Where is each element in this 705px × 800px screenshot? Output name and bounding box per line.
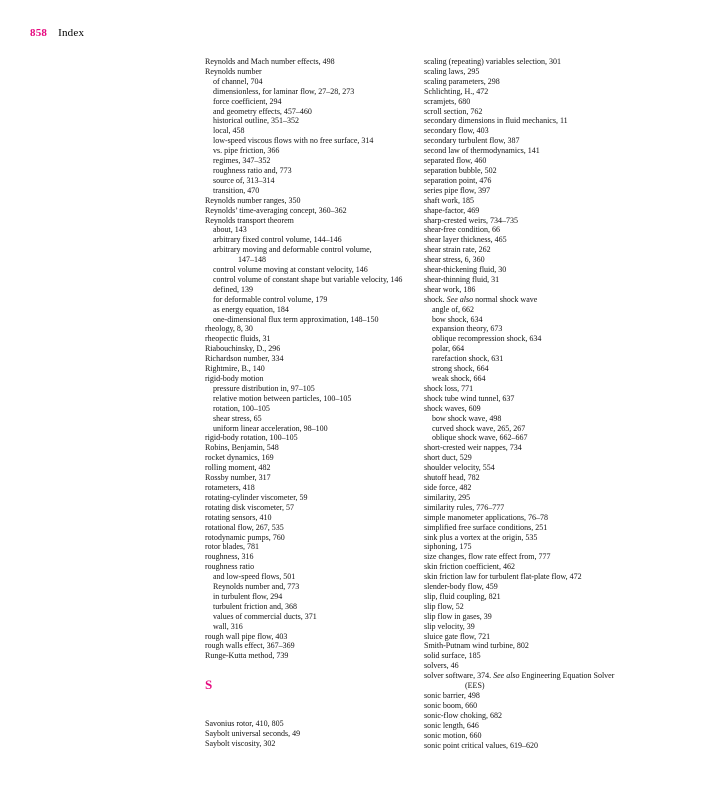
index-entry: scroll section, 762 [424,106,483,116]
index-entry: rotation, 100–105 [213,403,270,413]
index-entry: source of, 313–314 [213,175,275,185]
index-entry: Reynolds number [205,66,262,76]
index-entry: slip flow in gases, 39 [424,611,492,621]
index-entry: in turbulent flow, 294 [213,591,283,601]
index-entry: separated flow, 460 [424,156,487,166]
index-entry: rotational flow, 267, 535 [205,522,284,532]
index-entry: rolling moment, 482 [205,463,271,473]
index-entry: Savonius rotor, 410, 805 [205,719,284,729]
index-entry: rocket dynamics, 169 [205,453,274,463]
index-entry: dimensionless, for laminar flow, 27–28, 273 [213,86,355,96]
index-entry: sink plus a vortex at the origin, 535 [424,532,538,542]
index-entry: polar, 664 [432,344,465,354]
index-entry: similarity, 295 [424,492,471,502]
index-entry: force coefficient, 294 [213,96,282,106]
index-entry: control volume moving at constant velocity, 146 [213,265,368,275]
index-entry: solid surface, 185 [424,651,481,661]
index-entry: for deformable control volume, 179 [213,294,328,304]
index-entry: strong shock, 664 [432,364,489,374]
index-entry: sonic boom, 660 [424,700,478,710]
index-entry: rough wall pipe flow, 403 [205,631,288,641]
index-entry: turbulent friction and, 368 [213,601,297,611]
index-entry: weak shock, 664 [432,374,486,383]
index-entry: shear stress, 6, 360 [424,255,485,265]
index-entry: solver software, 374. See also Engineering Equation Solver [424,671,615,681]
index-entry: regimes, 347–352 [213,156,271,166]
index-entry: curved shock wave, 265, 267 [432,423,526,433]
see-also-reference: See also [493,671,520,681]
index-entry: oblique recompression shock, 634 [432,334,542,344]
index-entry: historical outline, 351–352 [213,116,299,126]
index-entry: rotor blades, 781 [205,542,259,552]
index-entry: defined, 139 [213,284,253,294]
index-entry: simple manometer applications, 76–78 [424,512,548,522]
index-entry: solvers, 46 [424,661,459,671]
index-entry: arbitrary fixed control volume, 144–146 [213,235,342,245]
index-entry: bow shock, 634 [432,314,483,324]
index-entry: rotating-cylinder viscometer, 59 [205,492,308,502]
index-entry: transition, 470 [213,185,260,195]
index-entry: Riabouchinsky, D., 296 [205,344,281,354]
section-letter-s: S [205,677,213,693]
index-entry: sonic length, 646 [424,720,479,730]
index-entry: low-speed viscous flows with no free surface, 314 [213,136,374,146]
index-entry: scramjets, 680 [424,96,471,106]
index-entry: shear-thinning fluid, 31 [424,274,500,284]
index-entry: shear strain rate, 262 [424,245,491,255]
index-entry: side force, 482 [424,482,472,492]
page-header [30,27,84,39]
index-entry: skin friction law for turbulent flat-plate flow, 472 [424,572,582,582]
index-entry: scaling laws, 295 [424,66,480,76]
index-entry: arbitrary moving and deformable control volume, [213,245,372,255]
index-entry: one-dimensional flux term approximation, 148–150 [213,314,379,324]
index-entry: local, 458 [213,126,245,136]
index-entry: slender-body flow, 459 [424,582,498,592]
index-entry: siphoning, 175 [424,542,472,552]
index-entry: roughness ratio and, 773 [213,165,292,175]
left-entries [205,57,423,661]
index-entry: oblique shock wave, 662–667 [432,433,528,443]
index-entry: as energy equation, 184 [213,304,289,314]
index-entry: secondary turbulent flow, 387 [424,136,520,146]
index-entry: and low-speed flows, 501 [213,572,296,582]
index-entry: short duct, 529 [424,453,472,463]
index-entry: rotating sensors, 410 [205,512,272,522]
index-entry: Reynolds’ time-averaging concept, 360–362 [205,205,347,215]
see-also-reference: See also [446,294,474,304]
index-entry: uniform linear acceleration, 98–100 [213,423,328,433]
index-entry: Reynolds and Mach number effects, 498 [205,57,335,66]
index-column-right [424,57,705,750]
index-entry: skin friction coefficient, 462 [424,562,515,572]
index-entry: Rightmire, B., 140 [205,364,265,374]
index-entry: vs. pipe friction, 366 [213,146,280,156]
index-entry: of channel, 704 [213,76,263,86]
index-entry: sonic barrier, 498 [424,691,480,700]
index-entry: 147–148 [238,255,266,265]
right-entries [424,57,705,750]
index-entry: shear-free condition, 66 [424,225,501,235]
index-entry: short-crested weir nappes, 734 [424,443,522,453]
index-entry: rheology, 8, 30 [205,324,253,334]
index-entry: rotodynamic pumps, 760 [205,532,285,542]
index-entry: shear work, 186 [424,284,476,294]
index-entry: Saybolt viscosity, 302 [205,739,276,749]
index-entry: shutoff head, 782 [424,473,480,483]
index-entry: shear layer thickness, 465 [424,235,507,245]
left-section-entries [205,719,423,749]
index-entry: Reynolds number and, 773 [213,582,300,592]
index-entry: rigid-body motion [205,374,264,383]
index-entry: wall, 316 [213,621,243,631]
index-entry: shock tube wind tunnel, 637 [424,393,515,403]
index-entry: roughness ratio [205,562,255,572]
index-entry: rotating disk viscometer, 57 [205,502,294,512]
index-entry: rheopectic fluids, 31 [205,334,271,344]
index-entry: Saybolt universal seconds, 49 [205,729,301,739]
index-entry: values of commercial ducts, 371 [213,611,317,621]
index-entry: separation bubble, 502 [424,165,497,175]
index-entry: slip flow, 52 [424,601,464,611]
index-entry: Smith-Putnam wind turbine, 802 [424,641,529,651]
index-entry: angle of, 662 [432,304,474,314]
index-entry: sonic motion, 660 [424,730,482,740]
index-entry: sharp-crested weirs, 734–735 [424,215,518,225]
index-entry: Robins, Benjamin, 548 [205,443,279,453]
index-entry: sonic point critical values, 619–620 [424,740,538,750]
index-entry: separation point, 476 [424,175,492,185]
index-entry: Rossby number, 317 [205,473,271,483]
index-entry: shock. See also normal shock wave [424,294,538,304]
index-entry: slip velocity, 39 [424,621,475,631]
index-entry: simplified free surface conditions, 251 [424,522,548,532]
index-entry: shear-thickening fluid, 30 [424,265,507,275]
index-entry: Schlichting, H., 472 [424,86,489,96]
index-entry: secondary dimensions in fluid mechanics, 11 [424,116,568,126]
index-entry: slip, fluid coupling, 821 [424,591,501,601]
index-entry: secondary flow, 403 [424,126,489,136]
index-entry: and geometry effects, 457–460 [213,106,312,116]
index-entry: second law of thermodynamics, 141 [424,146,540,156]
index-entry: Runge-Kutta method, 739 [205,651,289,661]
index-entry: series pipe flow, 397 [424,185,491,195]
index-entry: pressure distribution in, 97–105 [213,383,315,393]
index-column-left [205,57,423,749]
index-entry: rigid-body rotation, 100–105 [205,433,298,443]
index-entry: scaling (repeating) variables selection, 301 [424,57,562,66]
index-entry: (EES) [465,681,485,691]
index-entry: Reynolds transport theorem [205,215,294,225]
index-entry: rarefaction shock, 631 [432,354,504,364]
index-entry: shear stress, 65 [213,413,262,423]
index-entry: control volume of constant shape but variable velocity, 146 [213,274,403,284]
index-entry: scaling parameters, 298 [424,76,500,86]
index-entry: roughness, 316 [205,552,254,562]
index-entry: shaft work, 185 [424,195,474,205]
index-entry: similarity rules, 776–777 [424,502,505,512]
index-entry: shock waves, 609 [424,403,481,413]
index-entry: shoulder velocity, 554 [424,463,495,473]
index-entry: rotameters, 418 [205,482,255,492]
page-title: Index [58,27,85,39]
index-entry: relative motion between particles, 100–105 [213,393,352,403]
index-entry: sluice gate flow, 721 [424,631,491,641]
index-entry: Richardson number, 334 [205,354,284,364]
index-entry: shape-factor, 469 [424,205,480,215]
index-entry: rough walls effect, 367–369 [205,641,295,651]
index-entry: expansion theory, 673 [432,324,503,334]
index-entry: Reynolds number ranges, 350 [205,195,301,205]
index-entry: sonic-flow choking, 682 [424,710,502,720]
index-entry: size changes, flow rate effect from, 777 [424,552,551,562]
index-entry: shock loss, 771 [424,383,474,393]
page-number: 858 [30,27,48,39]
index-entry: bow shock wave, 498 [432,413,502,423]
index-entry: about, 143 [213,225,247,235]
